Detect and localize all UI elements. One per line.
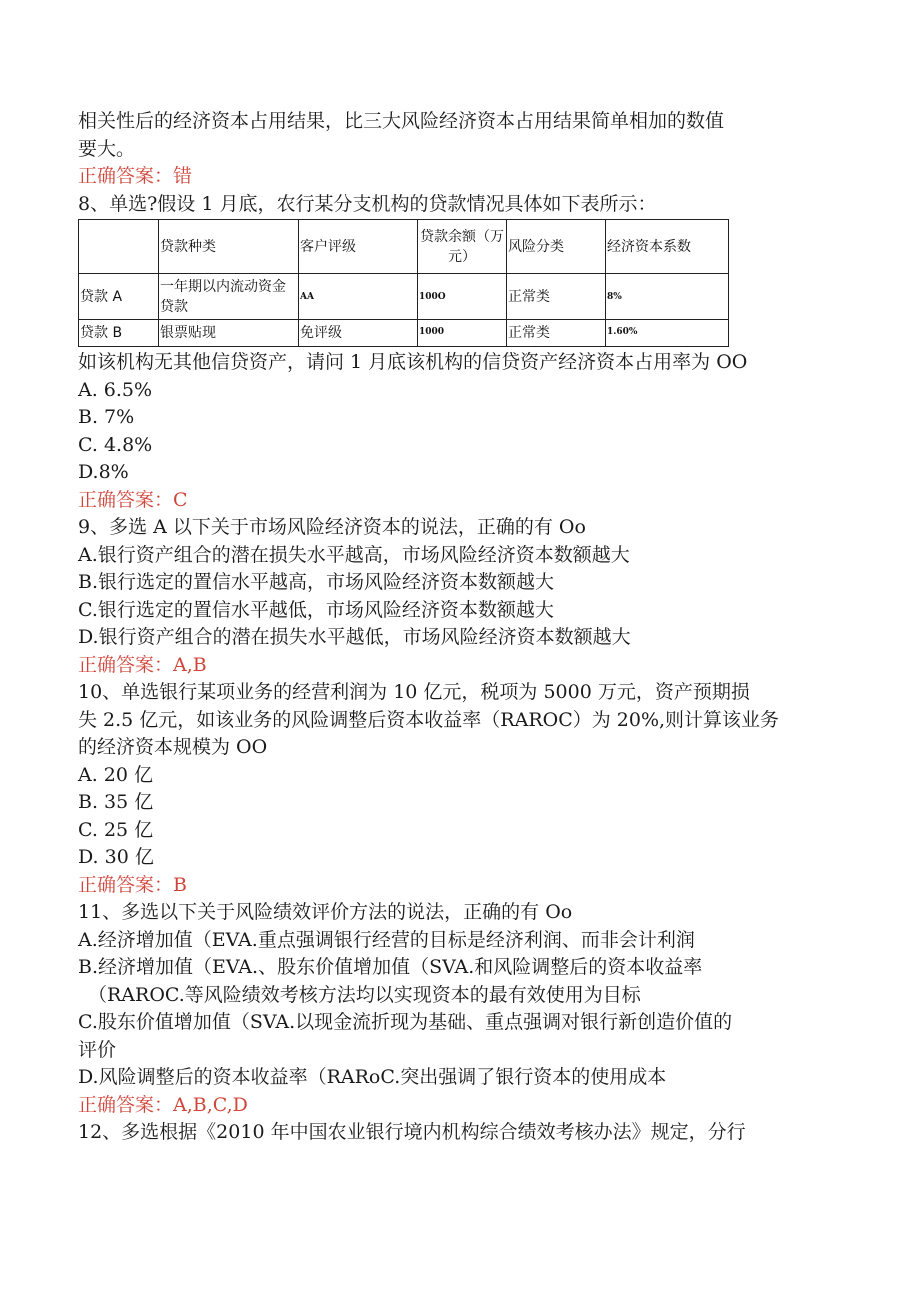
q9-option-d: D.银行资产组合的潜在损失水平越低，市场风险经济资本数额越大 bbox=[78, 626, 631, 648]
q11-stem: 11、多选以下关于风险绩效评价方法的说法，正确的有 Oo bbox=[78, 901, 573, 923]
table-header-cell: 风险分类 bbox=[507, 220, 606, 274]
table-header-cell: 经济资本系数 bbox=[606, 220, 729, 274]
table-header-cell bbox=[79, 220, 159, 274]
loan-table bbox=[78, 219, 729, 347]
table-header-cell: 贷款种类 bbox=[159, 220, 299, 274]
q8-option-c: C. 4.8% bbox=[78, 433, 153, 456]
q7-answer: 正确答案：错 bbox=[78, 165, 193, 187]
q9-option-c: C.银行选定的置信水平越低，市场风险经济资本数额越大 bbox=[78, 598, 554, 621]
q9-answer: 正确答案：A,B bbox=[78, 653, 207, 676]
table-header-cell: 客户评级 bbox=[299, 220, 418, 274]
q8-option-d: D.8% bbox=[78, 461, 129, 483]
table-cell: 8% bbox=[606, 274, 729, 320]
table-cell: 1.60% bbox=[606, 320, 729, 347]
q12-stem: 12、多选根据《2010 年中国农业银行境内机构综合绩效考核办法》规定，分行 bbox=[78, 1121, 746, 1143]
q10-stem-line2: 失 2.5 亿元，如该业务的风险调整后资本收益率（RAROC）为 20%,则计算该业务 bbox=[78, 708, 780, 731]
table-row bbox=[79, 274, 729, 320]
q10-stem-line1: 10、单选银行某项业务的经营利润为 10 亿元，税项为 5000 万元，资产预期损 bbox=[78, 681, 750, 703]
q11-option-b-line2: （RAROC.等风险绩效考核方法均以实现资本的最有效使用为目标 bbox=[88, 983, 641, 1006]
table-cell: 100O bbox=[418, 274, 507, 320]
table-header-cell: 贷款余额（万元） bbox=[418, 220, 507, 274]
q11-option-a: A.经济增加值（EVA.重点强调银行经营的目标是经济利润、而非会计利润 bbox=[78, 928, 695, 951]
q8-stem: 8、单选?假设 1 月底，农行某分支机构的贷款情况具体如下表所示： bbox=[78, 192, 657, 215]
table-cell: 贷款 A bbox=[79, 274, 159, 320]
q8-option-b: B. 7% bbox=[78, 406, 135, 428]
q7-text-line1: 相关性后的经济资本占用结果，比三大风险经济资本占用结果简单相加的数值 bbox=[78, 110, 725, 132]
q7-text-line2: 要大。 bbox=[78, 137, 136, 160]
q8-option-a: A. 6.5% bbox=[78, 378, 153, 401]
document-page bbox=[78, 108, 838, 1147]
table-cell: 正常类 bbox=[507, 274, 606, 320]
table-cell: 贷款 B bbox=[79, 320, 159, 347]
table-cell: 银票贴现 bbox=[159, 320, 299, 347]
q11-option-d: D.风险调整后的资本收益率（RARoC.突出强调了银行资本的使用成本 bbox=[78, 1066, 667, 1088]
q10-stem-line3: 的经济资本规模为 OO bbox=[78, 736, 268, 758]
q11-option-c-line2: 评价 bbox=[78, 1038, 117, 1061]
q8-question: 如该机构无其他信贷资产，请问 1 月底该机构的信贷资产经济资本占用率为 OO bbox=[78, 351, 748, 373]
q8-answer: 正确答案：C bbox=[78, 488, 188, 511]
table-cell: AA bbox=[299, 274, 418, 320]
q10-option-c: C. 25 亿 bbox=[78, 818, 154, 841]
table-row bbox=[79, 320, 729, 347]
q9-option-a: A.银行资产组合的潜在损失水平越高，市场风险经济资本数额越大 bbox=[78, 543, 630, 566]
table-cell: 正常类 bbox=[507, 320, 606, 347]
table-cell: 免评级 bbox=[299, 320, 418, 347]
q11-option-c-line1: C.股东价值增加值（SVA.以现金流折现为基础、重点强调对银行新创造价值的 bbox=[78, 1011, 733, 1033]
q11-answer: 正确答案：A,B,C,D bbox=[78, 1093, 248, 1116]
q10-option-a: A. 20 亿 bbox=[78, 763, 154, 786]
table-cell: 1000 bbox=[418, 320, 507, 347]
q11-option-b-line1: B.经济增加值（EVA.、股东价值增加值（SVA.和风险调整后的资本收益率 bbox=[78, 956, 703, 978]
q9-stem: 9、多选 A 以下关于市场风险经济资本的说法，正确的有 Oo bbox=[78, 516, 586, 538]
q10-option-b: B. 35 亿 bbox=[78, 791, 154, 813]
q9-option-b: B.银行选定的置信水平越高，市场风险经济资本数额越大 bbox=[78, 571, 555, 593]
q10-answer: 正确答案：B bbox=[78, 873, 187, 896]
q10-option-d: D. 30 亿 bbox=[78, 846, 154, 868]
table-header-row bbox=[79, 220, 729, 274]
table-cell: 一年期以内流动资金贷款 bbox=[159, 274, 299, 320]
